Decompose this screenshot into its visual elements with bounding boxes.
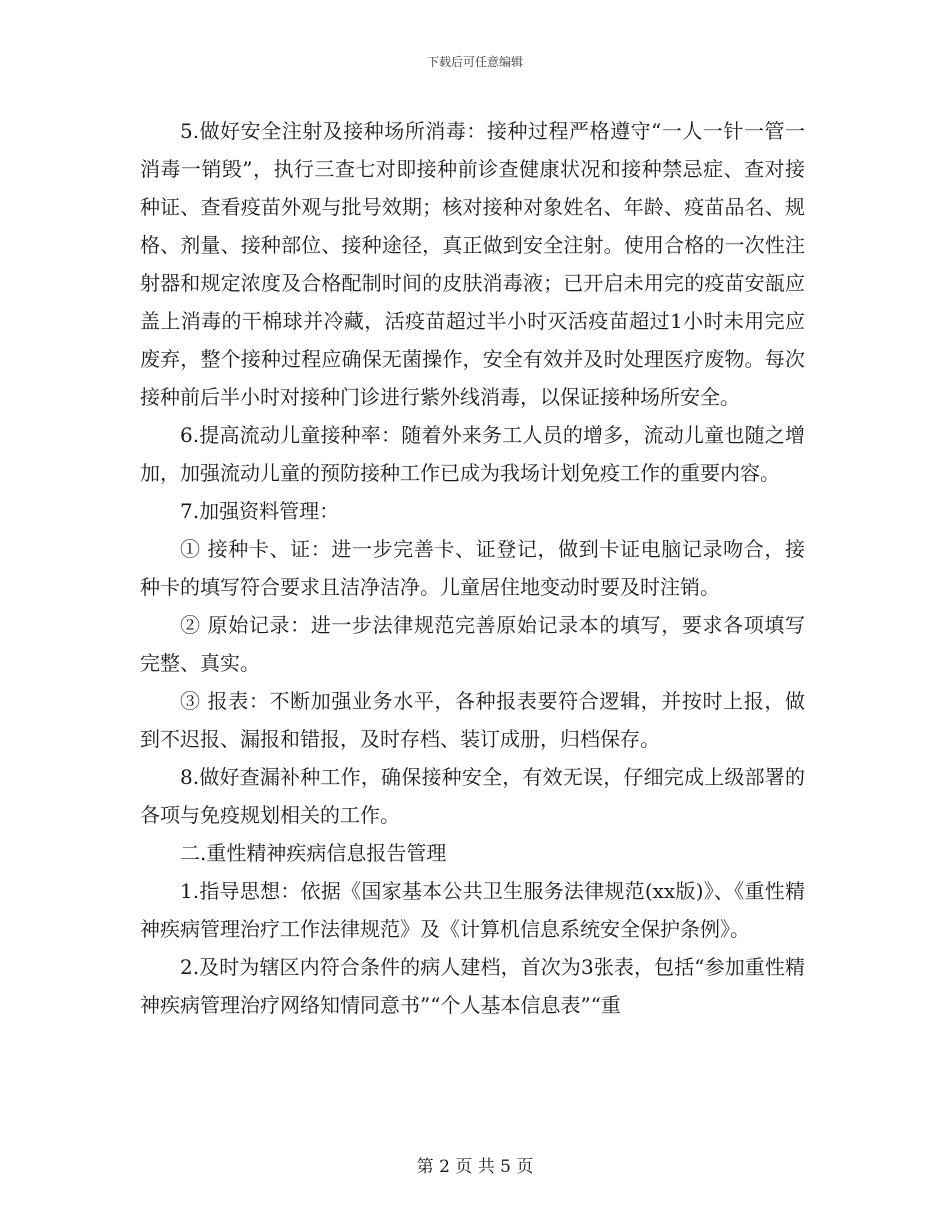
paragraph-guiding-principle: 1.指导思想：依据《国家基本公共卫生服务法律规范(xx版)》、《重性精神疾病管理治疗工作法律规范》及《计算机信息系统安全保护条例》。	[140, 879, 805, 941]
paragraph-catch-up-vaccination: 8.做好查漏补种工作，确保接种安全，有效无误，仔细完成上级部署的各项与免疫规划相关的工作。	[140, 765, 805, 827]
section-heading-mental-illness: 二.重性精神疾病信息报告管理	[180, 841, 447, 865]
paragraph-patient-files: 2.及时为辖区内符合条件的病人建档，首次为3张表，包括“参加重性精神疾病管理治疗网络知情同意书”“个人基本信息表”“重	[140, 955, 805, 1017]
paragraph-records-management: 7.加强资料管理：	[180, 499, 340, 523]
page-header: 下载后可任意编辑	[426, 55, 523, 69]
paragraph-safe-injection: 5.做好安全注射及接种场所消毒：接种过程严格遵守“一人一针一管一消毒一销毁”，执行三查七对即接种前诊查健康状况和接种禁忌症、查对接种证、查看疫苗外观与批号效期；核对接种对象姓名、年龄、疫苗品名、规格、剂量、接种部位、接种途径，真正做到安全注射。使用合格的一次性注射器和规定浓度及合格配制时间的皮肤消毒液；已开启未用完的疫苗安瓿应盖上消毒的干棉球并冷藏，活疫苗超过半小时灭活疫苗超过1小时未用完应废弃，整个接种过程应确保无菌操作，安全有效并及时处理医疗废物。每次接种前后半小时对接种门诊进行紫外线消毒，以保证接种场所安全。	[140, 119, 805, 409]
paragraph-vaccination-cards: ① 接种卡、证：进一步完善卡、证登记，做到卡证电脑记录吻合，接种卡的填写符合要求且洁净洁净。儿童居住地变动时要及时注销。	[140, 537, 805, 599]
page-number: 第 2 页 共 5 页	[416, 1157, 534, 1177]
paragraph-reports: ③ 报表：不断加强业务水平，各种报表要符合逻辑，并按时上报，做到不迟报、漏报和错报，及时存档、装订成册，归档保存。	[140, 689, 805, 751]
paragraph-original-records: ② 原始记录：进一步法律规范完善原始记录本的填写，要求各项填写完整、真实。	[140, 613, 805, 675]
paragraph-migrant-children: 6.提高流动儿童接种率：随着外来务工人员的增多，流动儿童也随之增加，加强流动儿童的预防接种工作已成为我场计划免疫工作的重要内容。	[140, 423, 805, 485]
document-body	[140, 112, 805, 1024]
